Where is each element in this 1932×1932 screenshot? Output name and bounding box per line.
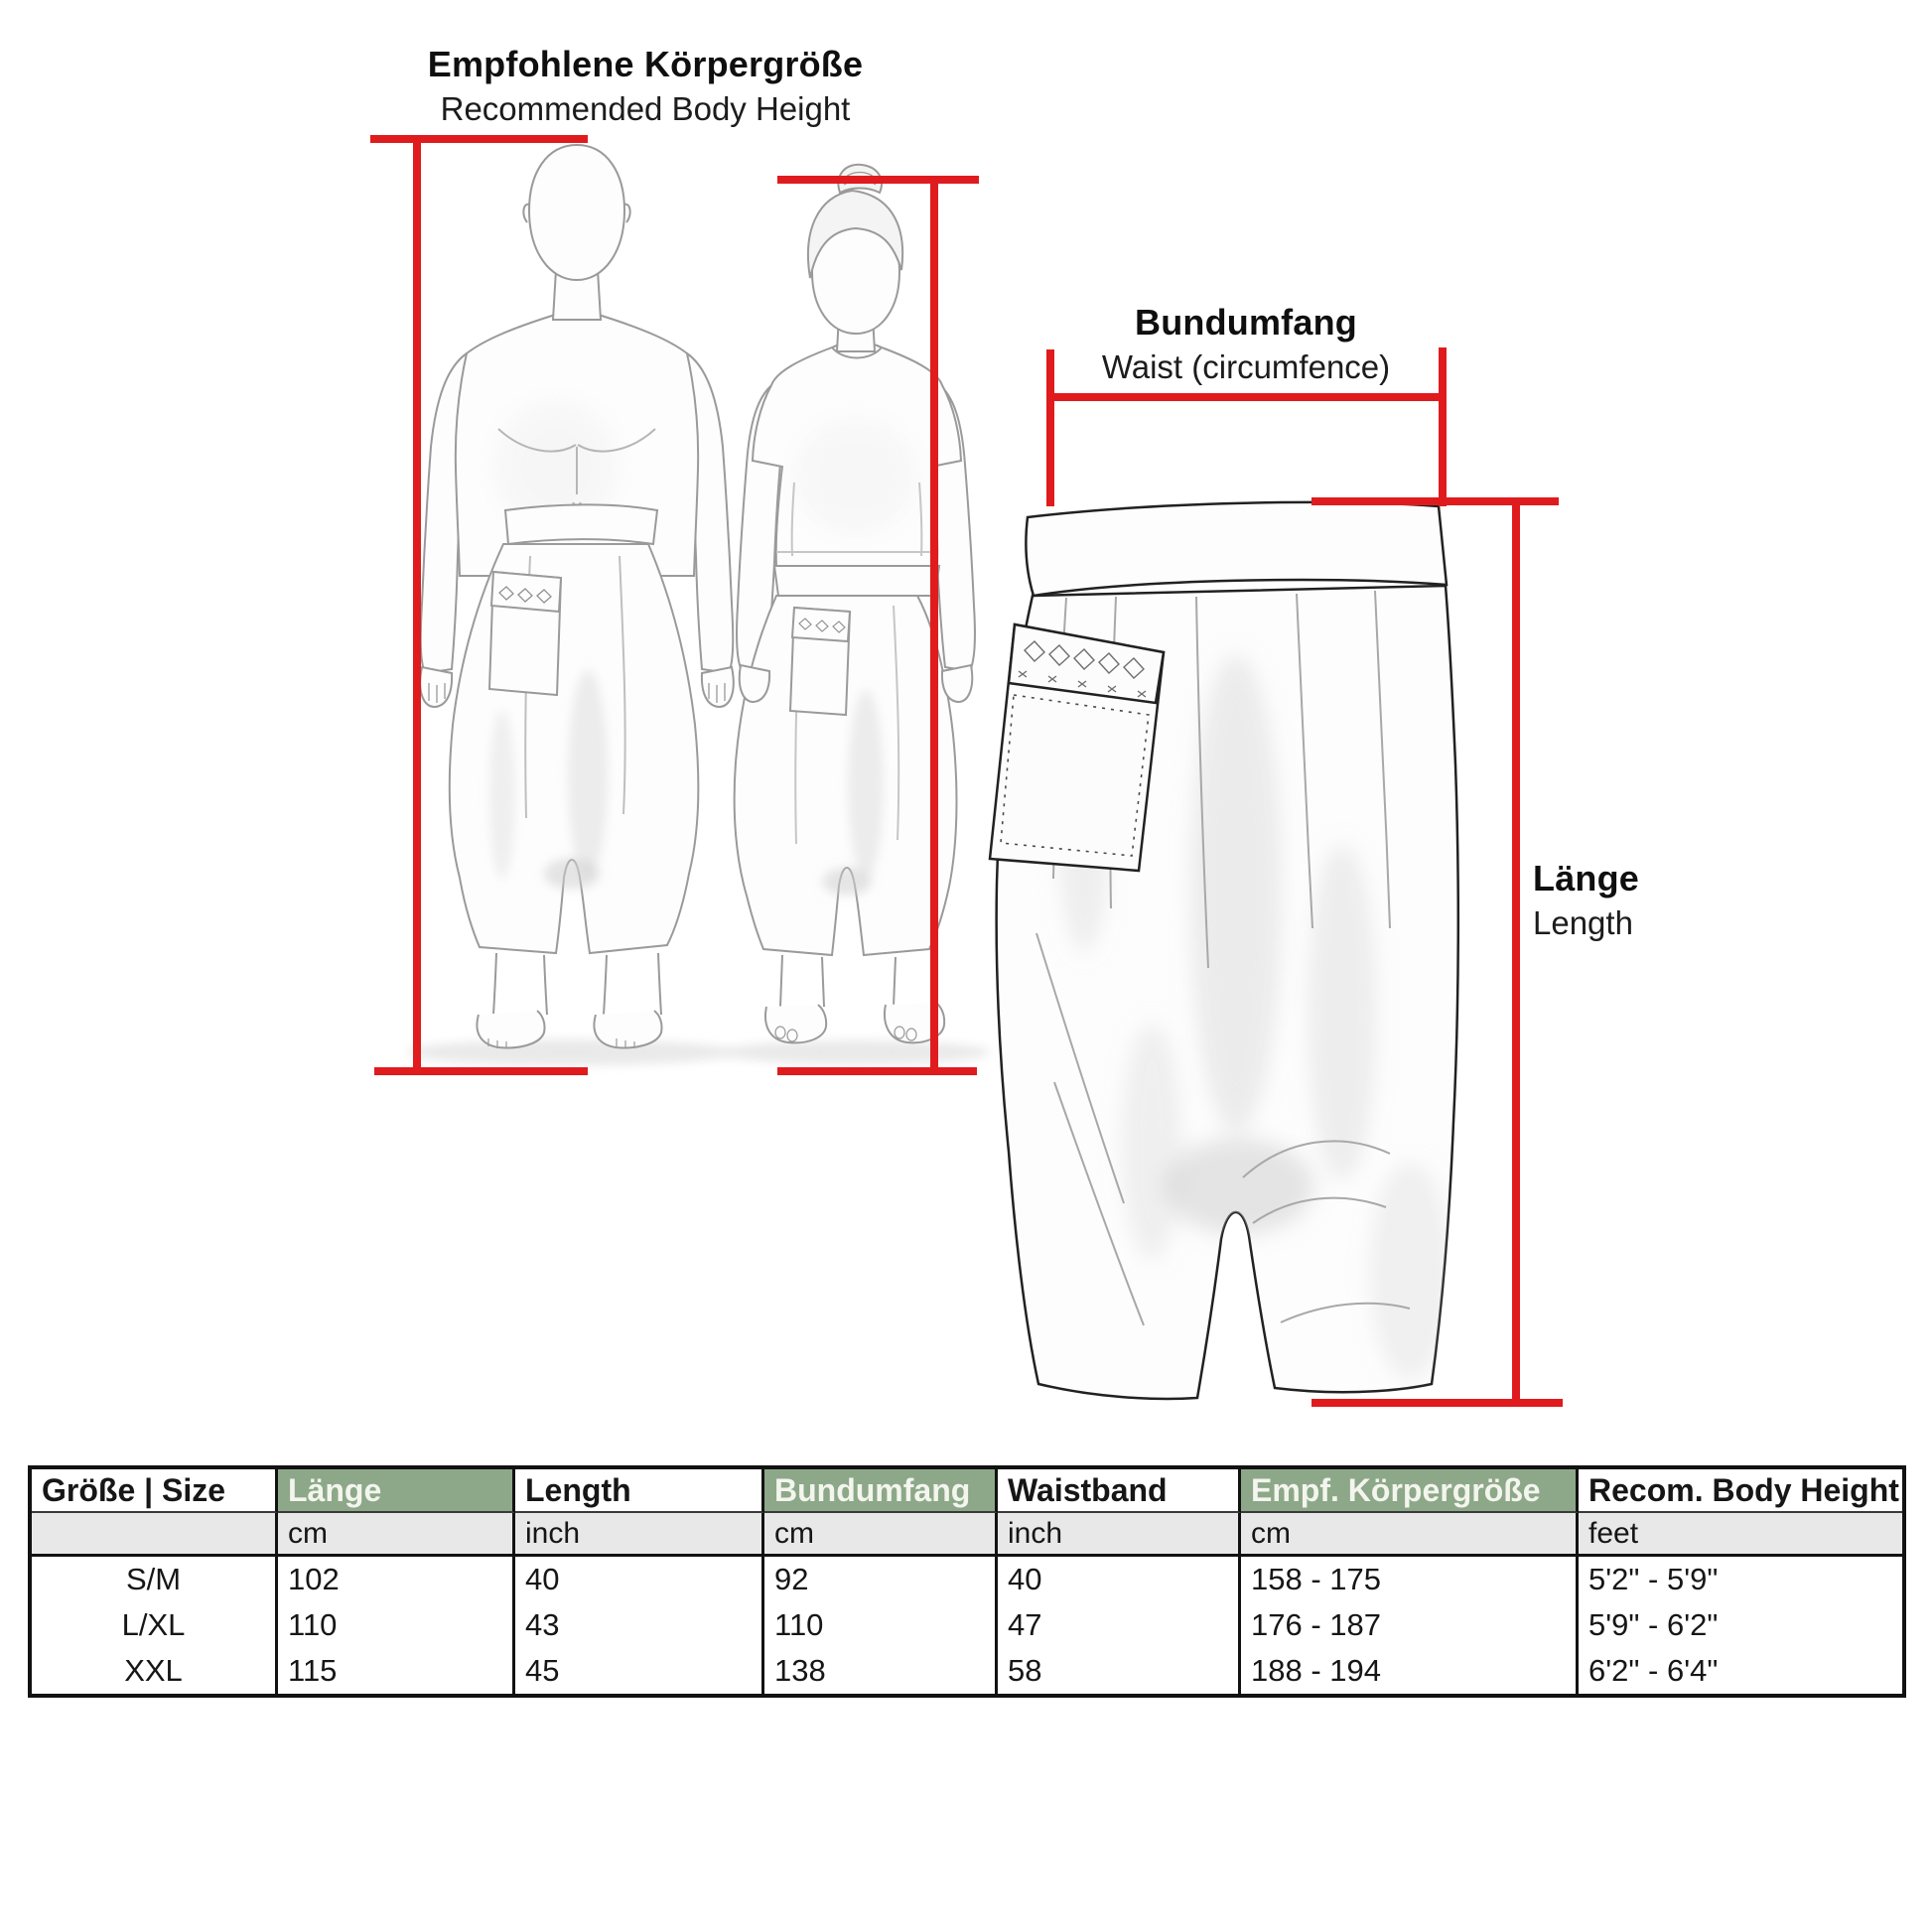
male-pants-waistband [505,504,657,544]
row-lxl-waist-inch: 47 [998,1602,1241,1648]
row-xxl-height-feet: 6'2" - 6'4" [1579,1648,1902,1694]
row-xxl-waist-cm: 138 [764,1648,998,1694]
male-legs-feet [477,953,661,1048]
col-header-bundumfang: Bundumfang [764,1469,998,1513]
row-sm-height-feet: 5'2" - 5'9" [1579,1557,1902,1602]
col-header-body-height: Recom. Body Height [1579,1469,1902,1513]
female-legs-sandals [765,955,944,1042]
male-figure-illustration [407,145,735,1065]
male-pocket-band [491,572,561,612]
unit-waistband: inch [998,1513,1241,1557]
col-header-koerpergroesse: Empf. Körpergröße [1241,1469,1579,1513]
row-xxl-length-cm: 115 [278,1648,515,1694]
row-sm-waist-cm: 92 [764,1557,998,1602]
male-head [529,145,624,280]
body-height-label [318,44,973,128]
row-lxl-length-inch: 43 [515,1602,764,1648]
length-label-de: Länge [1533,858,1640,898]
row-sm-length-cm: 102 [278,1557,515,1602]
waist-label [1023,302,1469,386]
size-table [28,1465,1906,1698]
row-xxl-size: XXL [32,1648,278,1694]
female-shirt-shading [794,419,917,534]
row-xxl-length-inch: 45 [515,1648,764,1694]
row-lxl-length-cm: 110 [278,1602,515,1648]
pants-waistband [1026,502,1447,596]
row-lxl-height-feet: 5'9" - 6'2" [1579,1602,1902,1648]
length-label-en: Length [1533,904,1633,941]
row-lxl-height-cm: 176 - 187 [1241,1602,1579,1648]
row-xxl-height-cm: 188 - 194 [1241,1648,1579,1694]
row-xxl-waist-inch: 58 [998,1648,1241,1694]
body-height-label-en: Recommended Body Height [440,90,851,127]
unit-size [32,1513,278,1557]
waist-label-de: Bundumfang [1135,302,1357,343]
body-height-label-de: Empfohlene Körpergröße [427,44,864,84]
pants-illustration [990,502,1458,1399]
row-sm-waist-inch: 40 [998,1557,1241,1602]
male-ground-shadow [407,1039,735,1065]
row-lxl-waist-cm: 110 [764,1602,998,1648]
row-sm-height-cm: 158 - 175 [1241,1557,1579,1602]
female-pants-waistband [774,566,939,596]
unit-koerpergroesse: cm [1241,1513,1579,1557]
col-header-size: Größe | Size [32,1469,278,1513]
row-sm-size: S/M [32,1557,278,1602]
unit-length: inch [515,1513,764,1557]
row-sm-length-inch: 40 [515,1557,764,1602]
col-header-waistband: Waistband [998,1469,1241,1513]
length-label [1533,858,1639,942]
female-figure-illustration [722,165,990,1064]
row-lxl-size: L/XL [32,1602,278,1648]
unit-bundumfang: cm [764,1513,998,1557]
col-header-laenge: Länge [278,1469,515,1513]
waist-label-en: Waist (circumfence) [1101,348,1391,385]
unit-body-height: feet [1579,1513,1902,1557]
female-ground-shadow [722,1040,990,1064]
unit-laenge: cm [278,1513,515,1557]
col-header-length: Length [515,1469,764,1513]
